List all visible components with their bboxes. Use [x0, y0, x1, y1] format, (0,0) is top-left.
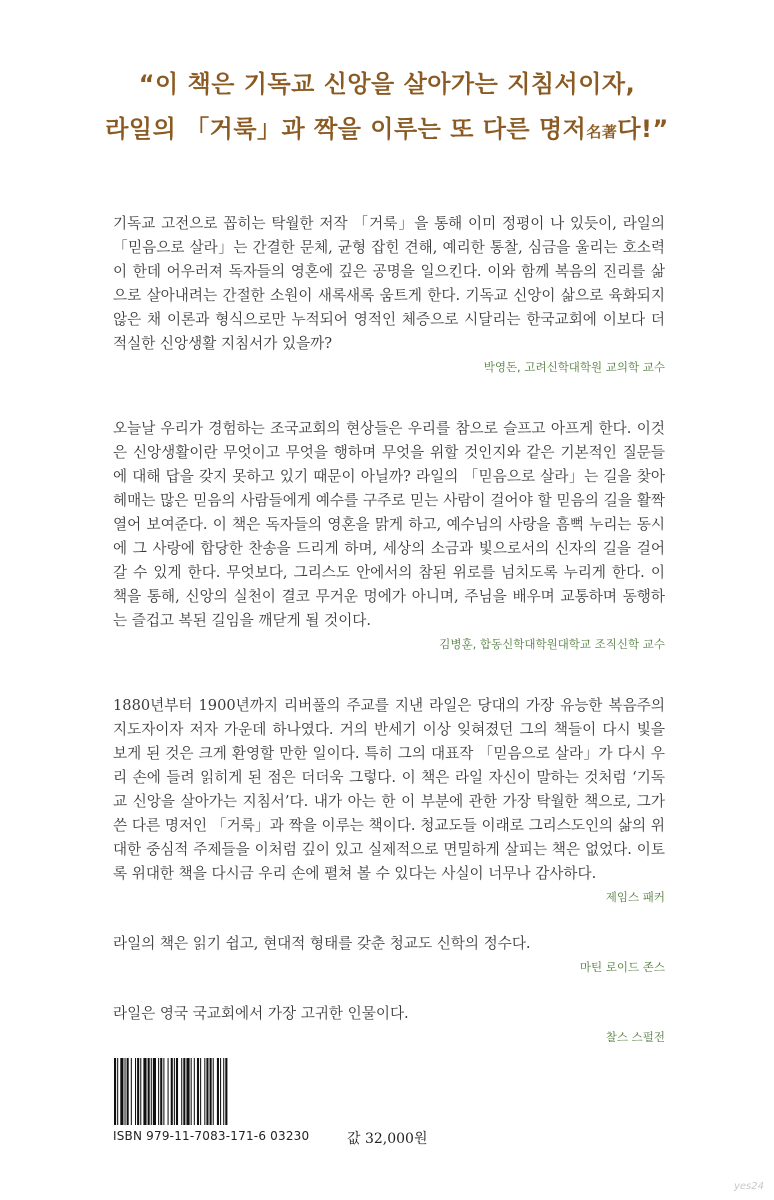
headline-line-2 [0, 107, 774, 155]
barcode-bar [206, 1058, 208, 1125]
headline-line-2-main: 라일의 「거룩」과 짝을 이루는 또 다른 명저 [105, 115, 587, 143]
barcode-bar [148, 1058, 150, 1125]
barcode-bar [191, 1058, 192, 1125]
barcode-image [113, 1058, 261, 1125]
barcode-bar [223, 1058, 224, 1125]
barcode-bar [210, 1058, 212, 1125]
barcode-bar [204, 1058, 205, 1125]
barcode-bar [174, 1058, 175, 1125]
barcode-bar [151, 1058, 152, 1125]
barcode-bar [125, 1058, 126, 1125]
barcode-bar [117, 1058, 118, 1125]
headline-line-2-end: 다!” [617, 115, 669, 143]
barcode-bar [197, 1058, 199, 1125]
barcode-bar [127, 1058, 129, 1125]
barcode-bar [143, 1058, 146, 1125]
headline-line-1: “이 책은 기독교 신앙을 살아가는 지침서이자, [138, 70, 636, 98]
barcode-bar [153, 1058, 156, 1125]
barcode-bar [225, 1058, 227, 1125]
barcode-bar [135, 1058, 136, 1125]
barcode-bar [168, 1058, 169, 1125]
barcode-bar [181, 1058, 182, 1125]
watermark-logo: yes24 [733, 1181, 764, 1192]
endorsement-text: 오늘날 우리가 경험하는 조국교회의 현상들은 우리를 참으로 슬프고 아프게 한다. 이것은 신앙생활이란 무엇이고 무엇을 행하며 무엇을 위할 것인지와 같은 기본적인 질문들에 대해 답을 갖지 못하고 있기 때문이 아닐까? 라일의 「믿음으로 살라」는 길을 찾아 헤매는 많은 믿음의 사람들에게 예수를 구주로 믿는 사람이 걸어야 할 믿음의 길을 활짝 열어 보여준다. 이 책은 독자들의 영혼을 맑게 하고, 예수님의 사랑을 흠뻑 누리는 동시에 그 사랑에 합당한 찬송을 드리게 하며, 세상의 소금과 빛으로서의 신자의 길을 걸어갈 수 있게 한다. 무엇보다, 그리스도 안에서의 참된 위로를 넘치도록 누리게 한다. 이 책을 통해, 신앙의 실천이 결코 무거운 멍에가 아니며, 주님을 배우며 교통하며 동행하는 즐겁고 복된 길임을 깨닫게 될 것이다. [113, 420, 665, 629]
barcode-bar [183, 1058, 185, 1125]
endorsement-source: 박영돈, 고려신학대학원 교의학 교수 [483, 360, 665, 374]
endorsement-text: 라일의 책은 읽기 쉽고, 현대적 형태를 갖춘 청교도 신학의 정수다. [113, 935, 531, 952]
barcode-bar [137, 1058, 139, 1125]
isbn-barcode [113, 1058, 309, 1143]
barcode-bar [176, 1058, 178, 1125]
barcode-bar [213, 1058, 214, 1125]
barcode-bar [217, 1058, 219, 1125]
endorsements [113, 212, 665, 1072]
barcode-bar [186, 1058, 189, 1125]
endorsement-source: 찰스 스펄전 [605, 1030, 665, 1044]
endorsement-source: 마틴 로이드 존스 [579, 960, 665, 974]
barcode-bar [131, 1058, 132, 1125]
endorsement-text: 기독교 고전으로 꼽히는 탁월한 저작 「거룩」을 통해 이미 정평이 나 있듯이, 라일의 「믿음으로 살라」는 간결한 문체, 균형 잡힌 견해, 예리한 통찰, 심금을 울리는 호소력이 한데 어우러져 독자들의 영혼에 깊은 공명을 일으킨다. 이와 함께 복음의 진리를 삶으로 살아내려는 간절한 소원이 새록새록 움트게 한다. 기독교 신앙이 삶으로 육화되지 않은 채 이론과 형식으로만 누적되어 영적인 체증으로 시달리는 한국교회에 이보다 더 적실한 신앙생활 지침서가 있을까? [113, 215, 665, 352]
barcode-bar [194, 1058, 195, 1125]
barcode-bar [220, 1058, 221, 1125]
barcode-bar [200, 1058, 201, 1125]
barcode-bar [114, 1058, 116, 1125]
endorsement-4 [113, 932, 665, 976]
barcode-bar [158, 1058, 159, 1125]
endorsement-text: 1880년부터 1900년까지 리버풀의 주교를 지낸 라일은 당대의 가장 유능한 복음주의 지도자이자 저자 가운데 하나였다. 거의 반세기 이상 잊혀졌던 그의 책들이 다시 빛을 보게 된 것은 크게 환영할 만한 일이다. 특히 그의 대표작 「믿음으로 살라」가 다시 우리 손에 들려 읽히게 된 점은 더더욱 그렇다. 이 책은 라일 자신이 말하는 것처럼 ‘기독교 신앙을 살아가는 지침서’다. 내가 아는 한 이 부분에 관한 가장 탁월한 책으로, 그가 쓴 다른 명저인 「거룩」과 짝을 이루는 책이다. 청교도들 이래로 그리스도인의 삶의 위대한 중심적 주제들을 이처럼 깊이 있고 실제적으로 면밀하게 살피는 책은 없었다. 이토록 위대한 책을 다시금 우리 손에 펼쳐 볼 수 있다는 사실이 너무나 감사하다. [113, 697, 665, 882]
endorsement-source: 김병훈, 합동신학대학원대학교 조직신학 교수 [439, 637, 665, 651]
barcode-bar [171, 1058, 173, 1125]
endorsement-text: 라일은 영국 국교회에서 가장 고귀한 인물이다. [113, 1005, 409, 1022]
price-label: 값 32,000원 [347, 1131, 428, 1147]
endorsement-source: 제임스 패커 [605, 890, 665, 904]
barcode-bar [120, 1058, 123, 1125]
isbn-number: ISBN 979-11-7083-171-6 03230 [113, 1129, 310, 1143]
headline-quote [0, 62, 774, 155]
endorsement-1 [113, 212, 665, 376]
headline-hanja: 名著 [586, 123, 618, 141]
endorsement-5 [113, 1002, 665, 1046]
endorsement-3 [113, 694, 665, 906]
barcode-bar [140, 1058, 141, 1125]
endorsement-2 [113, 417, 665, 653]
barcode-bar [160, 1058, 162, 1125]
barcode-bar [163, 1058, 164, 1125]
